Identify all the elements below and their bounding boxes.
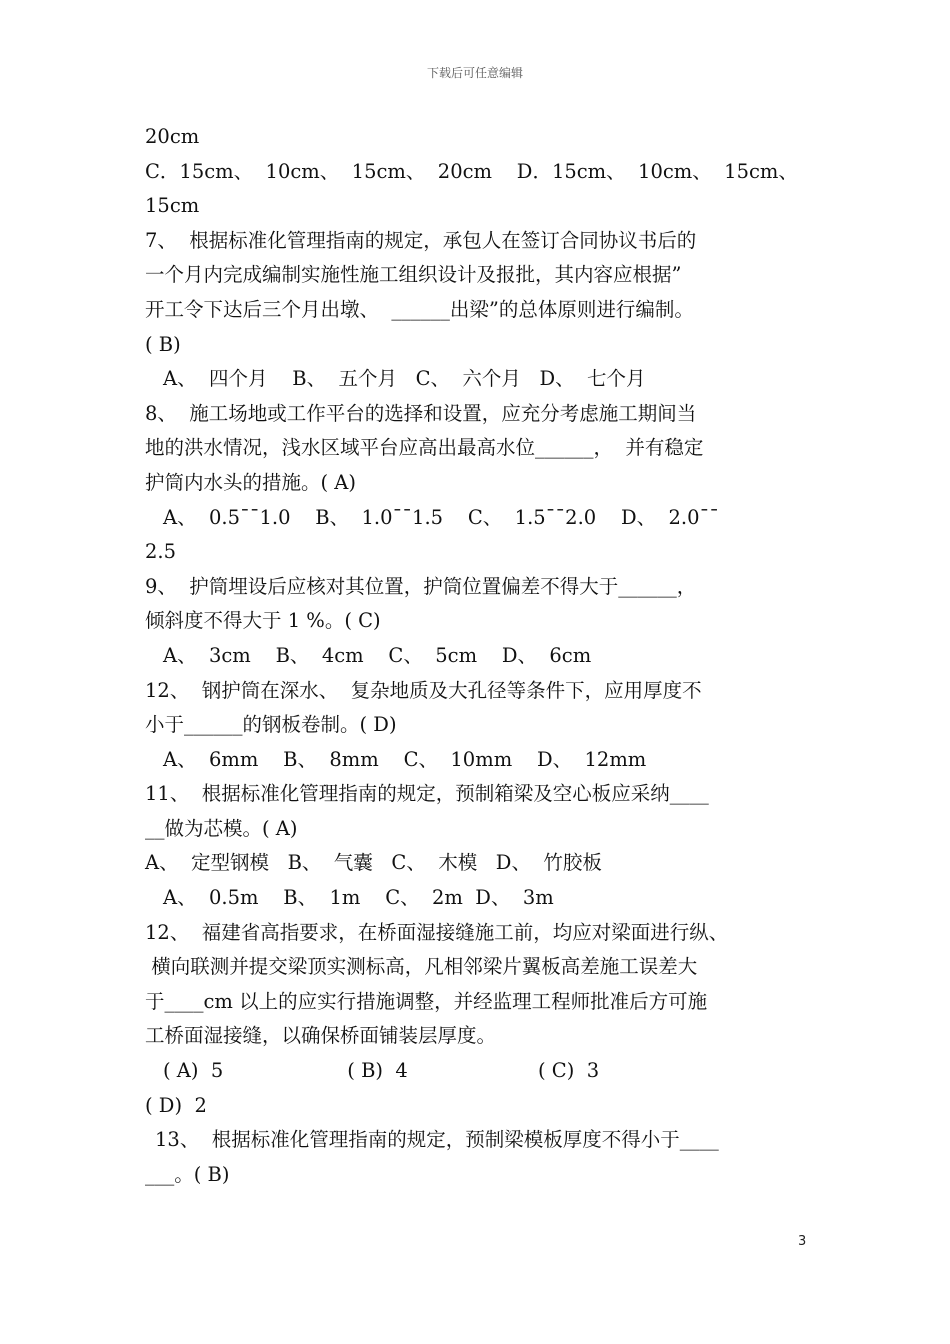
options-line: A、 3cm B、 4cm C、 5cm D、 6cm	[163, 643, 592, 667]
text-line: 2.5	[145, 540, 177, 564]
text-line: 倾斜度不得大于 1 %。( C)	[145, 609, 381, 633]
question-13: 13、 根据标准化管理指南的规定，预制梁模板厚度不得小于____	[155, 1128, 719, 1152]
options-line: ( A) 5 ( B) 4 ( C) 3	[163, 1059, 600, 1083]
page-header: 下载后可任意编辑	[426, 66, 523, 80]
text-line: 小于______的钢板卷制。( D)	[145, 713, 397, 737]
text-line: 于____cm 以上的应实行措施调整，并经监理工程师批准后方可施	[145, 989, 708, 1013]
options-line: A、 6mm B、 8mm C、 10mm D、 12mm	[163, 747, 647, 771]
question-9: 9、 护筒埋设后应核对其位置，护筒位置偏差不得大于______，	[145, 574, 697, 598]
answer-line: ( B)	[145, 332, 181, 356]
text-line: 20cm	[145, 125, 200, 148]
text-line: 工桥面湿接缝，以确保桥面铺装层厚度。	[145, 1024, 497, 1048]
page-number: 3	[798, 1234, 807, 1249]
text-line: ___。( B)	[145, 1162, 230, 1186]
document-body	[145, 120, 825, 1192]
text-line: 一个月内完成编制实施性施工组织设计及报批，其内容应根据”	[145, 263, 682, 287]
text-line: 地的洪水情况，浅水区域平台应高出最高水位______， 并有稳定	[145, 436, 704, 460]
options-line: A、 0.5¯¯1.0 B、 1.0¯¯1.5 C、 1.5¯¯2.0 D、 2.0¯¯	[163, 505, 720, 529]
text-line: 护筒内水头的措施。( A)	[145, 470, 356, 494]
options-line: C．15cm、 10cm、 15cm、 20cm D．15cm、 10cm、 15cm、	[145, 159, 798, 183]
text-line: 开工令下达后三个月出墩、 ______出梁”的总体原则进行编制。	[145, 297, 694, 321]
options-line: A、 四个月 B、 五个月 C、 六个月 D、 七个月	[163, 367, 646, 391]
text-line: 横向联测并提交梁顶实测标高，凡相邻梁片翼板高差施工误差大	[145, 955, 698, 979]
options-line: ( D) 2	[145, 1093, 207, 1117]
text-line: 15cm	[145, 194, 200, 218]
options-line: A、 定型钢模 B、 气囊 C、 木模 D、 竹胶板	[145, 851, 602, 875]
question-8: 8、 施工场地或工作平台的选择和设置，应充分考虑施工期间当	[145, 401, 697, 425]
question-11: 11、 根据标准化管理指南的规定，预制箱梁及空心板应采纳____	[145, 782, 709, 806]
options-line: A、 0.5m B、 1m C、 2m D、 3m	[163, 886, 554, 910]
question-7: 7、 根据标准化管理指南的规定，承包人在签订合同协议书后的	[145, 228, 697, 252]
question-12: 12、 钢护筒在深水、 复杂地质及大孔径等条件下，应用厚度不	[145, 678, 702, 702]
text-line: __做为芯模。( A)	[145, 816, 298, 840]
question-12b: 12、 福建省高指要求，在桥面湿接缝施工前，均应对梁面进行纵、	[145, 920, 729, 944]
